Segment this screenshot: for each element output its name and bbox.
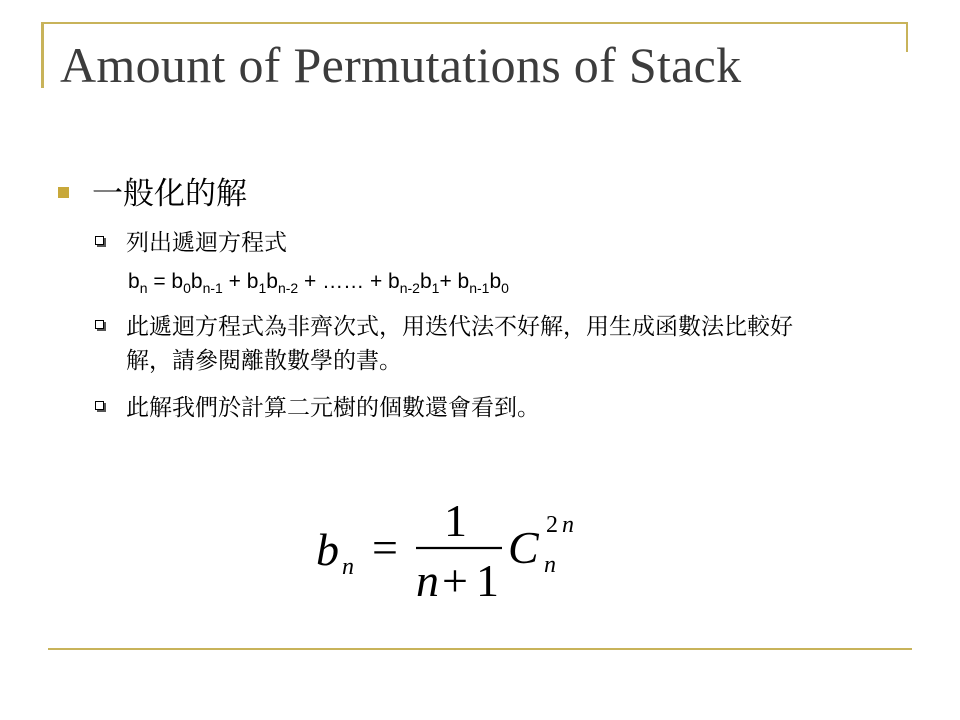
hollow-square-bullet-icon (95, 320, 104, 329)
lhs-base: b (316, 524, 339, 575)
equals-sign: = (372, 522, 398, 573)
closed-form-formula (312, 492, 608, 604)
sub-bullet-text: 此遞迴方程式為非齊次式，用迭代法不好解，用生成函數法比較好解，請參閱離散數學的書。 (126, 314, 793, 374)
c-superscript-variable: n (562, 512, 574, 538)
slide-title: Amount of Permutations of Stack (60, 37, 742, 93)
frame-bottom-line (48, 648, 912, 650)
sub-bullet-recurrence (95, 226, 287, 260)
square-bullet-icon (58, 187, 69, 198)
lhs-subscript: n (342, 554, 354, 580)
sub-bullet-binary-tree (95, 391, 540, 425)
frame-top-line (41, 22, 908, 24)
recurrence-formula: $b_n = b_0b_{n-1} + b_1b_{n-2}$ + …… + $b_{n-2}b_1+ b_{n-1}b_0$ (128, 270, 509, 296)
c-base: C (508, 522, 539, 573)
sub-bullet-text: 列出遞迴方程式 (126, 230, 287, 256)
bullet-general-solution (58, 168, 247, 213)
hollow-square-bullet-icon (95, 401, 104, 410)
sub-bullet-text: 此解我們於計算二元樹的個數還會看到。 (126, 395, 540, 421)
numerator: 1 (444, 495, 467, 546)
hollow-square-bullet-icon (95, 236, 104, 245)
denominator-number: 1 (476, 555, 499, 604)
c-subscript: n (544, 552, 556, 578)
denominator-variable: n (416, 555, 439, 604)
frame-left-line (41, 22, 44, 88)
sub-bullet-nonhomogeneous (95, 310, 815, 378)
c-superscript-number: 2 (546, 512, 558, 538)
frame-right-line (906, 22, 908, 52)
bullet-text: 一般化的解 (92, 176, 247, 212)
denominator-operator: + (442, 555, 468, 604)
